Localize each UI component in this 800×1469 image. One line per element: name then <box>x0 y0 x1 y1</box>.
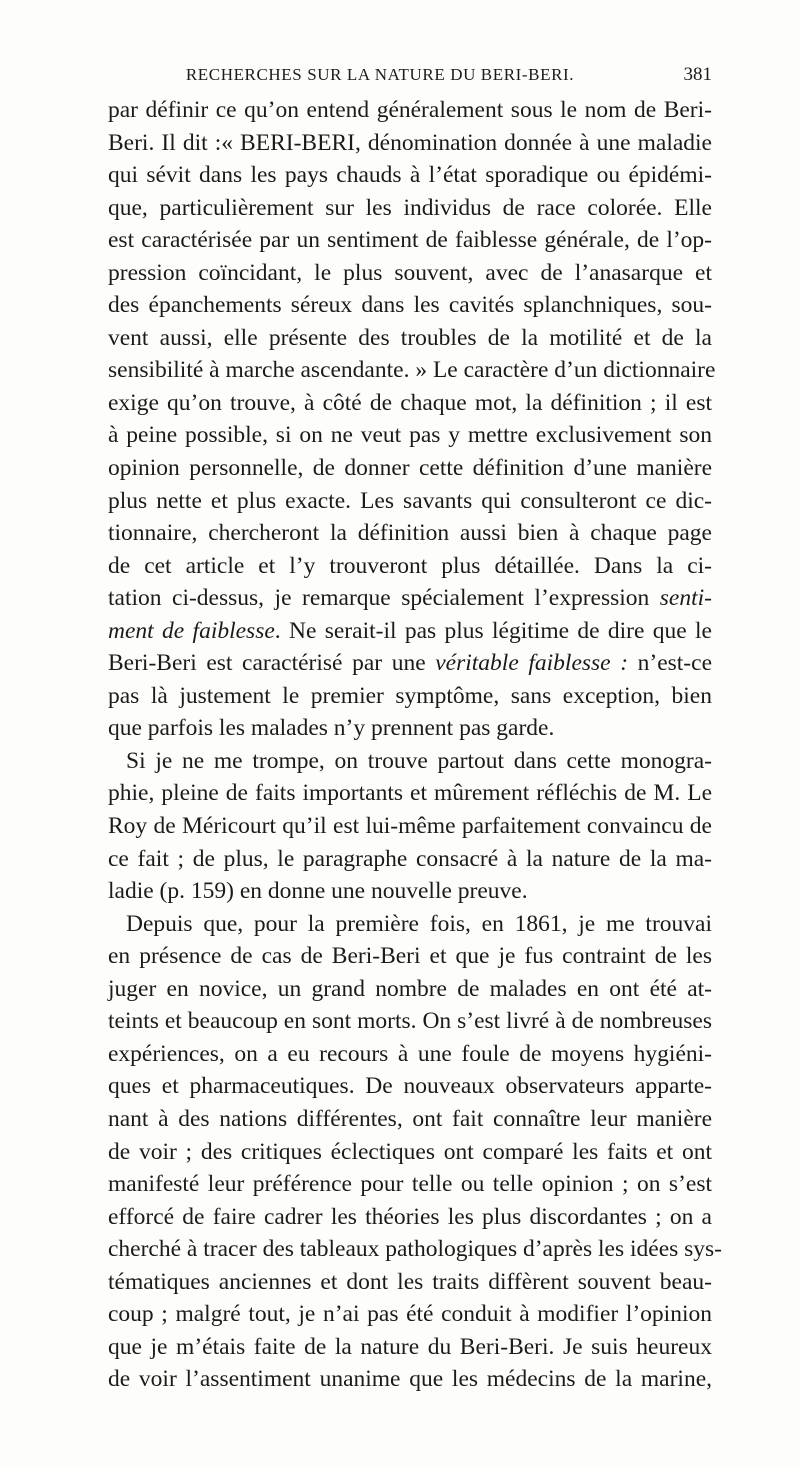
page-number: 381 <box>683 64 712 85</box>
text-line: à peine possible, si on ne veut pas y mettre exclusivement son <box>108 422 712 449</box>
text-line: de cet article et l’y trouveront plus détaillée. Dans la ci- <box>108 552 712 579</box>
text-line: de voir ; des critiques éclectiques ont comparé les faits et ont <box>108 1138 712 1165</box>
text-line: phie, pleine de faits importants et mûrement réfléchis de M. Le <box>108 780 712 807</box>
text-line: teints et beaucoup en sont morts. On s’est livré à de nombreuses <box>108 1008 712 1035</box>
text-line: opinion personnelle, de donner cette définition d’une manière <box>108 455 712 482</box>
text-line: cherché à tracer des tableaux pathologiques d’après les idées sys- <box>108 1236 723 1263</box>
text-line: vent aussi, elle présente des troubles de la motilité et de la <box>108 324 712 351</box>
text-line: des épanchements séreux dans les cavités splanchniques, sou- <box>108 292 712 319</box>
text-line: ladie (p. 159) en donne une nouvelle preuve. <box>108 878 528 905</box>
text-line: plus nette et plus exacte. Les savants qui consulteront ce dic- <box>108 487 712 514</box>
text-line: que parfois les malades n’y prennent pas garde. <box>108 715 555 742</box>
text-line: juger en novice, un grand nombre de malades en ont été at- <box>108 975 712 1002</box>
text-line: efforcé de faire cadrer les théories les plus discordantes ; on a <box>108 1203 712 1230</box>
text-line <box>108 647 712 680</box>
text-line: sensibilité à marche ascendante. » Le caractère d’un dictionnaire <box>108 357 716 384</box>
text-line: Roy de Méricourt qu’il est lui-même parfaitement convaincu de <box>108 813 712 840</box>
text-line: coup ; malgré tout, je n’ai pas été conduit à modifier l’opinion <box>108 1301 712 1328</box>
italic-phrase: senti- <box>659 585 712 612</box>
text-line: que je m’étais faite de la nature du Beri-Beri. Je suis heureux <box>108 1333 712 1360</box>
italic-phrase: ment de faiblesse <box>108 617 275 644</box>
text-line <box>108 582 712 615</box>
text-segment: tation ci-dessus, je remarque spécialement l’expression <box>108 585 660 612</box>
text-line: nant à des nations différentes, ont fait connaître leur manière <box>108 1105 712 1132</box>
text-line: que, particulièrement sur les individus de race colorée. Elle <box>108 194 712 221</box>
text-line: pas là justement le premier symptôme, sans exception, bien <box>108 682 712 709</box>
text-line: tématiques anciennes et dont les traits diffèrent souvent beau- <box>108 1268 712 1295</box>
text-segment: n’est-ce <box>628 650 712 677</box>
text-line: ques et pharmaceutiques. De nouveaux observateurs apparte- <box>108 1073 712 1100</box>
text-line: de voir l’assentiment unanime que les médecins de la marine, <box>108 1366 712 1393</box>
text-line: pression coïncidant, le plus souvent, avec de l’anasarque et <box>108 259 712 286</box>
running-title: RECHERCHES SUR LA NATURE DU BERI-BERI. <box>185 65 575 84</box>
text-line: en présence de cas de Beri-Beri et que je fus contraint de les <box>108 943 712 970</box>
text-segment: . Ne serait-il pas plus légitime de dire que le <box>274 617 712 644</box>
italic-phrase: véritable faiblesse : <box>435 650 629 677</box>
text-line: Si je ne me trompe, on trouve partout dans cette monogra- <box>126 747 712 774</box>
text-line <box>108 615 712 648</box>
text-line: ce fait ; de plus, le paragraphe consacré à la nature de la ma- <box>108 845 712 872</box>
text-segment: Beri-Beri est caractérisé par une <box>108 650 436 677</box>
page-header <box>108 60 712 90</box>
text-line: tionnaire, chercheront la définition aussi bien à chaque page <box>108 520 712 547</box>
text-line: exige qu’on trouve, à côté de chaque mot, la définition ; il est <box>108 389 712 416</box>
text-line: Depuis que, pour la première fois, en 1861, je me trouvai <box>126 910 712 937</box>
text-line: manifesté leur préférence pour telle ou telle opinion ; on s’est <box>108 1171 712 1198</box>
text-line: est caractérisée par un sentiment de faiblesse générale, de l’op- <box>108 227 712 254</box>
body-text <box>108 94 723 1396</box>
text-line: expériences, on a eu recours à une foule de moyens hygiéni- <box>108 1040 712 1067</box>
text-line: par définir ce qu’on entend généralement sous le nom de Beri- <box>108 97 712 123</box>
text-line: qui sévit dans les pays chauds à l’état sporadique ou épidémi- <box>108 162 712 189</box>
text-line: Beri. Il dit :« BERI-BERI, dénomination donnée à une maladie <box>108 129 712 156</box>
